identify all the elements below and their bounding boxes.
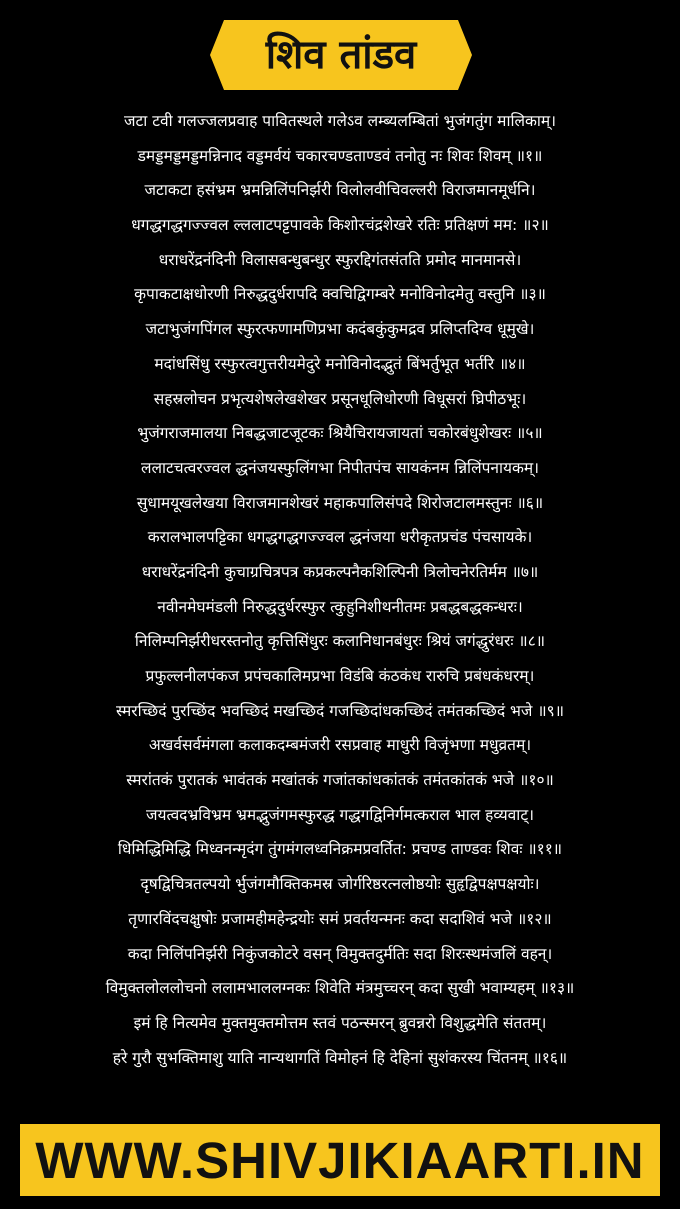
verse-line: सहस्रलोचन प्रभृत्यशेषलेखशेखर प्रसूनधूलिधोरणी विधूसरां घ्रिपीठभूः। xyxy=(153,389,527,408)
verse-line: विमुक्तलोललोचनो ललामभाललग्नकः शिवेति मंत्रमुच्चरन् कदा सुखी भवाम्यहम् ॥१३॥ xyxy=(105,979,575,998)
verse-line: तृणारविंदचक्षुषोः प्रजामहीमहेन्द्रयोः समं प्रवर्तयन्मनः कदा सदाशिवं भजे ॥१२॥ xyxy=(128,909,552,928)
website-banner xyxy=(20,1124,660,1196)
verse-line: जटा टवी गलज्जलप्रवाह पावितस्थले गलेऽव लम्ब्यलम्बितां भुजंगतुंग मालिकाम्। xyxy=(123,112,557,130)
verse-list xyxy=(0,104,680,1104)
verse-line: जयत्वदभ्रविभ्रम भ्रमद्भुजंगमस्फुरद्ध गद्धगद्विनिर्गमत्कराल भाल हव्यवाट्। xyxy=(145,805,535,824)
verse-line: नवीनमेघमंडली निरुद्धदुर्धरस्फुर त्कुहुनिशीथनीतमः प्रबद्धबद्धकन्धरः। xyxy=(157,597,523,616)
verse-line: धराधरेंद्रनंदिनी विलासबन्धुबन्धुर स्फुरद्दिगंतसंतति प्रमोद मानमानसे। xyxy=(158,250,522,269)
verse-line: इमं हि नित्यमेव मुक्तमुक्तमोत्तम स्तवं पठन्स्मरन् ब्रुवन्नरो विशुद्धमेति संततम्। xyxy=(133,1013,547,1032)
verse-line: हरे गुरौ सुभक्तिमाशु याति नान्यथागतिं विमोहनं हि देहिनां सुशंकरस्य चिंतनम् ॥१६॥ xyxy=(112,1048,568,1067)
verse-line: डमड्डमड्डमड्डमन्निनाद वड्डमर्वयं चकारचण्डताण्डवं तनोतु नः शिवः शिवम् ॥१॥ xyxy=(137,146,543,165)
verse-line: धिमिद्धिमिद्धि मिध्वनन्मृदंग तुंगमंगलध्वनिक्रमप्रवर्तित: प्रचण्ड ताण्डवः शिवः ॥११॥ xyxy=(117,840,563,859)
verse-line: भुजंगराजमालया निबद्धजाटजूटकः श्रियैचिरायजायतां चकोरबंधुशेखरः ॥५॥ xyxy=(137,424,543,443)
verse-line: कदा निलिंपनिर्झरी निकुंजकोटरे वसन् विमुक्तदुर्मतिः सदा शिरःस्थमंजलिं वहन्। xyxy=(127,944,553,963)
verse-line: करालभालपट्टिका धगद्धगद्धगज्ज्वल द्धनंजया धरीकृतप्रचंड पंचसायके। xyxy=(147,528,533,547)
verse-line: धराधरेंद्रनंदिनी कुचाग्रचित्रपत्र कप्रकल्पनैकशिल्पिनी त्रिलोचनेरतिर्मम ॥७॥ xyxy=(141,562,539,581)
verse-line: अखर्वसर्वमंगला कलाकदम्बमंजरी रसप्रवाह माधुरी विजृंभणा मधुव्रतम्। xyxy=(148,736,532,755)
verse-line: स्मरांतकं पुरातकं भावंतकं मखांतकं गजांतकांधकांतकं तमंतकांतकं भजे ॥१०॥ xyxy=(126,771,554,790)
verse-line: जटाकटा हसंभ्रम भ्रमन्निलिंपनिर्झरी विलोलवीचिवल्लरी विराजमानमूर्धनि। xyxy=(144,181,536,200)
verse-line: सुधामयूखलेखया विराजमानशेखरं महाकपालिसंपदे शिरोजटालमस्तुनः ॥६॥ xyxy=(136,493,544,512)
title-banner xyxy=(224,20,458,90)
website-url: WWW.SHIVJIKIAARTI.IN xyxy=(35,1131,645,1189)
verse-line: कृपाकटाक्षधोरणी निरुद्धदुर्धरापदि क्वचिद्विगम्बरे मनोविनोदमेतु वस्तुनि ॥३॥ xyxy=(134,285,546,304)
verse-line: दृषद्विचित्रतल्पयो र्भुजंगमौक्तिकमस्र जोर्गरिष्ठरत्नलोष्ठयोः सुहृद्विपक्षपक्षयोः। xyxy=(140,875,540,894)
verse-line: जटाभुजंगपिंगल स्फुरत्फणामणिप्रभा कदंबकुंकुमद्रव प्रलिप्तदिग्व धूमुखे। xyxy=(145,320,535,339)
verse-line: धगद्धगद्धगज्ज्वल ल्ललाटपट्टपावके किशोरचंद्रशेखरे रतिः प्रतिक्षणं मम: ॥२॥ xyxy=(131,216,549,235)
verse-line: स्मरच्छिदं पुरच्छिंद भवच्छिदं मखच्छिदं गजच्छिदांधकच्छिदं तमंतकच्छिदं भजे ॥९॥ xyxy=(116,701,564,720)
page-title: शिव तांडव xyxy=(265,32,417,78)
verse-line: मदांधसिंधु रस्फुरत्वगुत्तरीयमेदुरे मनोविनोदद्भुतं बिंभर्तुभूत भर्तरि ॥४॥ xyxy=(154,354,526,373)
verse-line: प्रफुल्लनीलपंकज प्रपंचकालिमप्रभा विडंबि कंठकंध रारुचि प्रबंधकंधरम्। xyxy=(145,667,535,685)
verse-line: निलिम्पनिर्झरीधरस्तनोतु कृत्तिसिंधुरः कलानिधानबंधुरः श्रियं जगंद्धुरंधरः ॥८॥ xyxy=(134,632,546,651)
verse-line: ललाटचत्वरज्वल द्धनंजयस्फुलिंगभा निपीतपंच सायकंनम न्निलिंपनायकम्। xyxy=(140,458,540,477)
